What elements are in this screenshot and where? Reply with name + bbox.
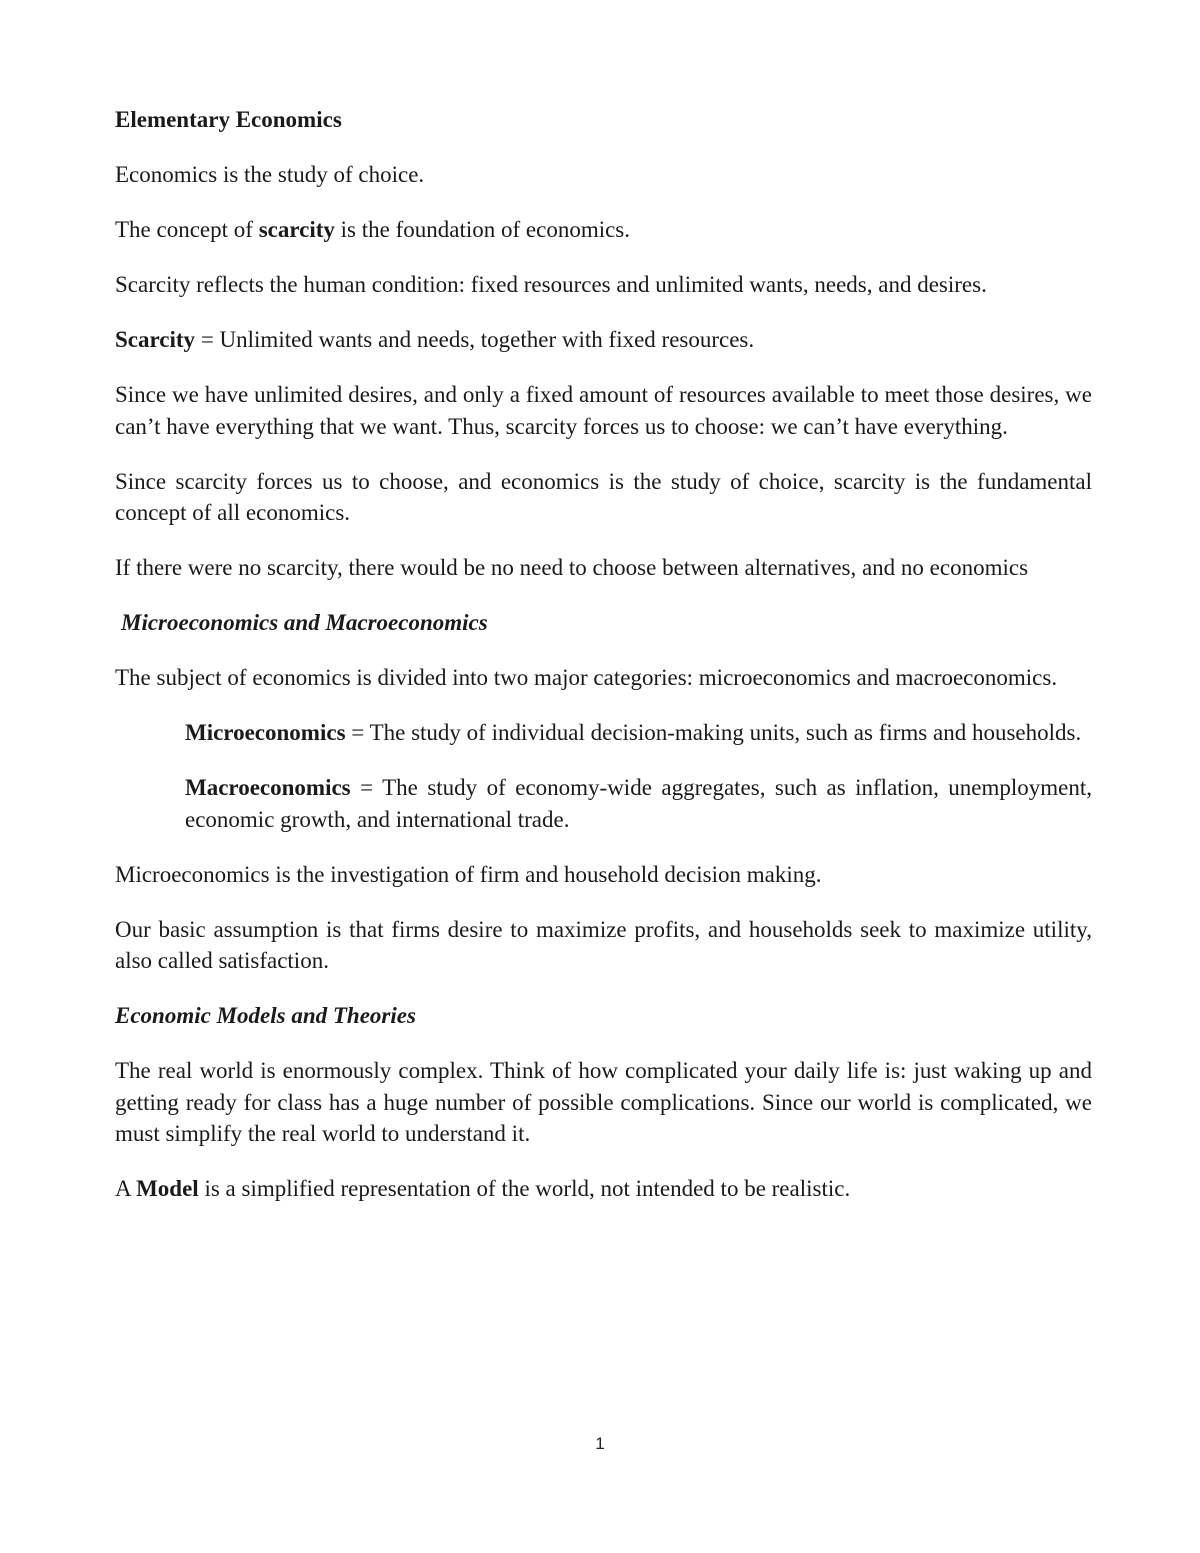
- document-title: Elementary Economics: [115, 107, 342, 132]
- page-number: 1: [595, 1434, 605, 1453]
- text-run: A: [115, 1176, 137, 1201]
- bold-term-scarcity: Scarcity: [115, 327, 196, 352]
- text-run: = The study of individual decision-making units, such as firms and households.: [345, 720, 1082, 745]
- paragraph-unlimited-desires: Since we have unlimited desires, and only a fixed amount of resources available to meet those desires, we can’t have everything that we want. Thus, scarcity forces us to choose: we can’t have everything.: [115, 382, 1092, 439]
- text-run: = Unlimited wants and needs, together with fixed resources.: [195, 327, 755, 352]
- definition-macroeconomics: [115, 772, 1092, 835]
- paragraph-real-world-complex: The real world is enormously complex. Think of how complicated your daily life is: just waking up and getting ready for class has a huge number of possible complications. Since our world is complicated, we must simplify the real world to understand it.: [115, 1058, 1092, 1146]
- section-heading-micro-macro: Microeconomics and Macroeconomics: [121, 610, 488, 635]
- bold-term-macroeconomics: Macroeconomics: [185, 775, 351, 800]
- bold-term-model: Model: [136, 1176, 199, 1201]
- text-run: = The study of economy-wide aggregates, such as inflation, unemployment, economic growth, and international trade.: [185, 775, 1092, 832]
- paragraph-human-condition: Scarcity reflects the human condition: fixed resources and unlimited wants, needs, and desires.: [115, 272, 987, 297]
- paragraph-two-categories: The subject of economics is divided into two major categories: microeconomics and macroeconomics.: [115, 665, 1058, 690]
- section-heading-models: Economic Models and Theories: [115, 1003, 416, 1028]
- paragraph-no-scarcity: If there were no scarcity, there would be no need to choose between alternatives, and no economics: [115, 555, 1029, 580]
- bold-term-microeconomics: Microeconomics: [185, 720, 346, 745]
- document-body: [115, 104, 1092, 1228]
- paragraph-economics-definition: Economics is the study of choice.: [115, 162, 425, 187]
- definition-microeconomics: [115, 717, 1092, 749]
- paragraph-fundamental-concept: Since scarcity forces us to choose, and economics is the study of choice, scarcity is the fundamental concept of all economics.: [115, 468, 1092, 525]
- text-run: is the foundation of economics.: [334, 217, 631, 242]
- bold-term-scarcity: scarcity: [258, 217, 335, 242]
- text-run: The concept of: [115, 217, 259, 242]
- paragraph-basic-assumption: Our basic assumption is that firms desire to maximize profits, and households seek to maximize utility, also called satisfaction.: [115, 916, 1092, 973]
- paragraph-micro-investigation: Microeconomics is the investigation of firm and household decision making.: [115, 861, 822, 887]
- paragraph-model-definition: [115, 1173, 1092, 1205]
- text-run: is a simplified representation of the world, not intended to be realistic.: [198, 1176, 851, 1201]
- paragraph-scarcity-foundation: [115, 214, 1092, 246]
- paragraph-scarcity-equation: [115, 324, 1092, 356]
